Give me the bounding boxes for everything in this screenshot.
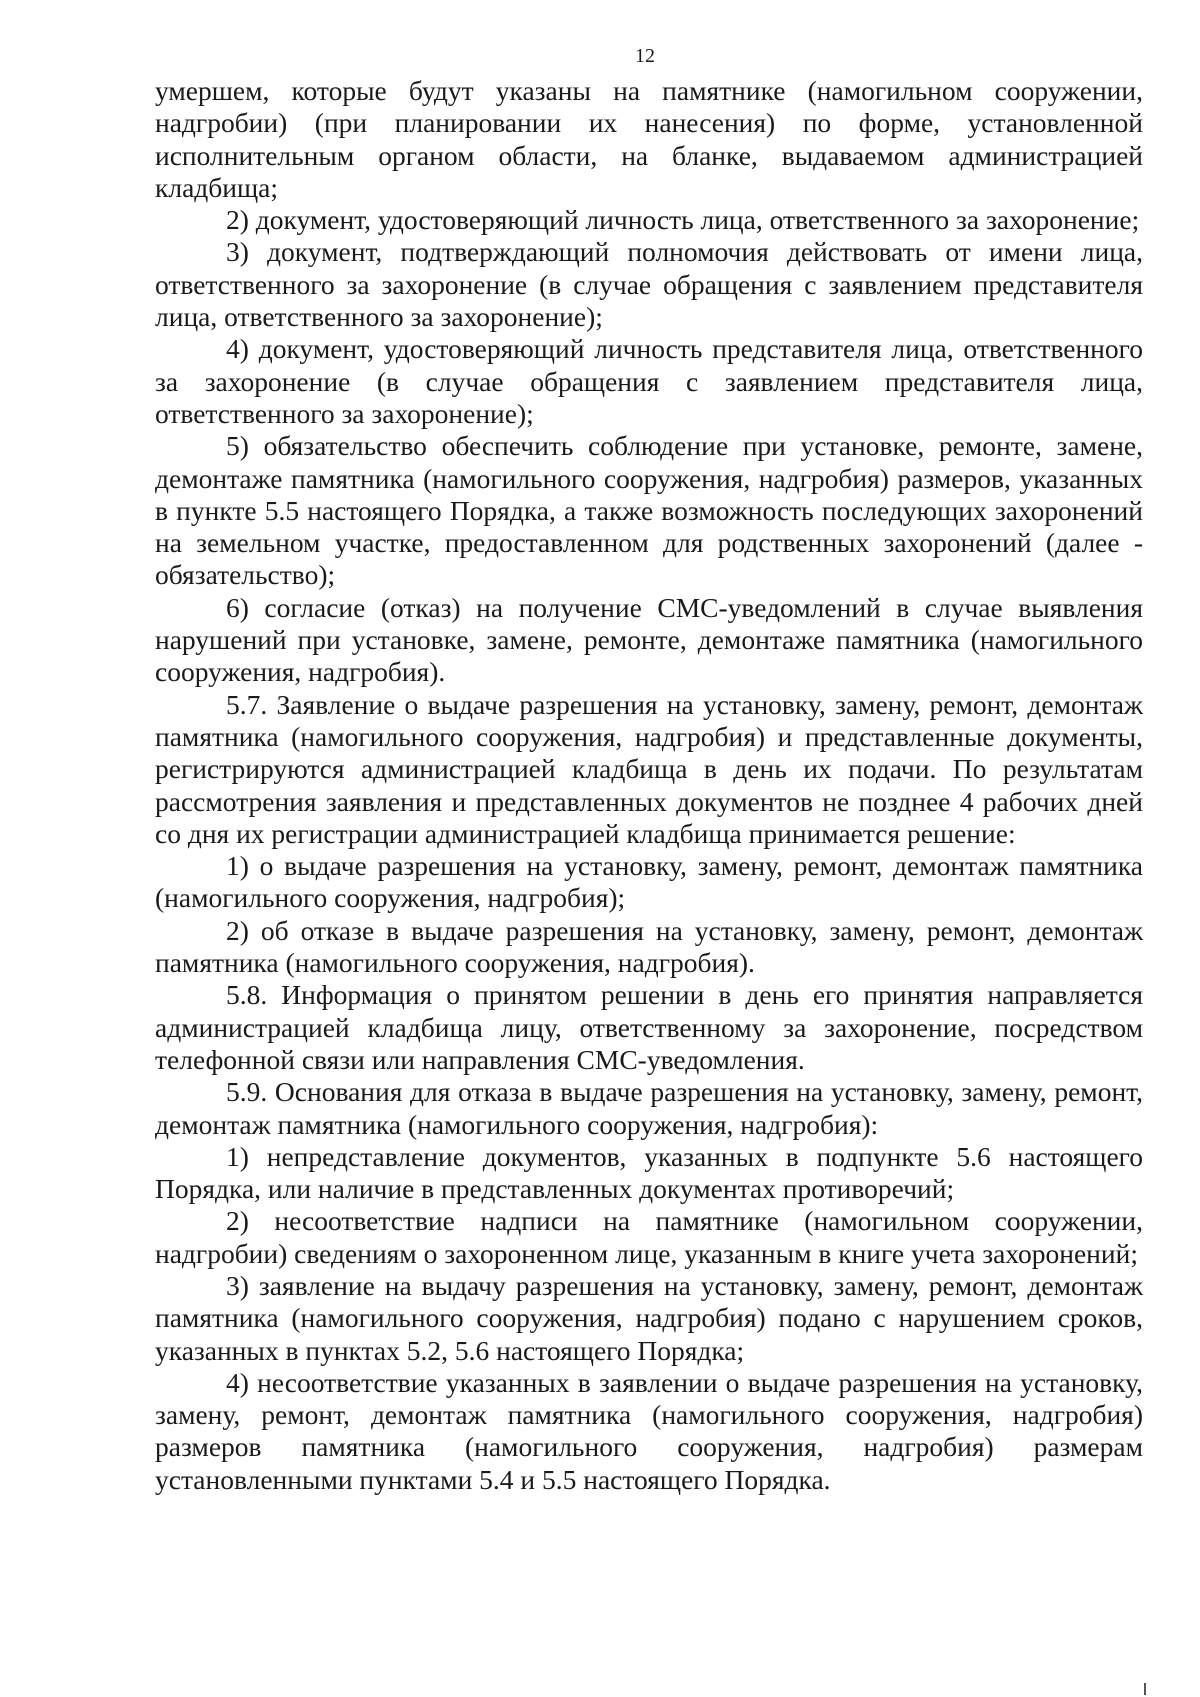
paragraph-section-5-9: 5.9. Основания для отказа в выдаче разрешения на установку, замену, ремонт, демонтаж памятника (намогильного сооружения, надгробия): bbox=[155, 1076, 1143, 1140]
paragraph-item-5: 5) обязательство обеспечить соблюдение при установке, ремонте, замене, демонтаже памятника (намогильного сооружения, надгробия) размеров, указанных в пункте 5.5 настоящего Порядка, а также возможность последующих захоронений на земельном участке, предоставленном для родственных захоронений (далее - обязательство); bbox=[155, 430, 1143, 591]
paragraph-item-2: 2) документ, удостоверяющий личность лица, ответственного за захоронение; bbox=[226, 204, 1140, 236]
page-number: 12 bbox=[635, 45, 655, 67]
paragraph-refusal-2: 2) несоответствие надписи на памятнике (намогильном сооружении, надгробии) сведениям о захороненном лице, указанным в книге учета захоронений; bbox=[155, 1205, 1143, 1269]
paragraph-item-4: 4) документ, удостоверяющий личность представителя лица, ответственного за захоронение (в случае обращения с заявлением представителя лица, ответственного за захоронение); bbox=[155, 333, 1143, 429]
paragraph-refusal-3: 3) заявление на выдачу разрешения на установку, замену, ремонт, демонтаж памятника (намогильного сооружения, надгробия) подано с нарушением сроков, указанных в пунктах 5.2, 5.6 настоящего Порядка; bbox=[155, 1269, 1143, 1366]
paragraph-section-5-7: 5.7. Заявление о выдаче разрешения на установку, замену, ремонт, демонтаж памятника (намогильного сооружения, надгробия) и представленные документы, регистрируются администрацией кладбища в день их подачи. По результатам рассмотрения заявления и представленных документов не позднее 4 рабочих дней со дня их регистрации администрацией кладбища принимается решение: bbox=[155, 688, 1143, 849]
document-body bbox=[155, 75, 1143, 1496]
scan-edge-mark bbox=[1144, 1683, 1146, 1695]
paragraph-item-3: 3) документ, подтверждающий полномочия действовать от имени лица, ответственного за захоронение (в случае обращения с заявлением представителя лица, ответственного за захоронение); bbox=[155, 236, 1143, 333]
paragraph-refusal-4: 4) несоответствие указанных в заявлении о выдаче разрешения на установку, замену, ремонт, демонтаж памятника (намогильного сооружения, надгробия) размеров памятника (намогильного сооружения, надгробия) размерам установленными пунктами 5.4 и 5.5 настоящего Порядка. bbox=[155, 1366, 1143, 1495]
paragraph-continuation: умершем, которые будут указаны на памятнике (намогильном сооружении, надгробии) (при планировании их нанесения) по форме, установленной исполнительным органом области, на бланке, выдаваемом администрацией кладбища; bbox=[155, 75, 1143, 203]
paragraph-item-6: 6) согласие (отказ) на получение СМС-уведомлений в случае выявления нарушений при установке, замене, ремонте, демонтаже памятника (намогильного сооружения, надгробия). bbox=[155, 591, 1143, 688]
paragraph-refusal-1: 1) непредставление документов, указанных в подпункте 5.6 настоящего Порядка, или наличие в представленных документах противоречий; bbox=[155, 1140, 1143, 1205]
paragraph-decision-1: 1) о выдаче разрешения на установку, замену, ремонт, демонтаж памятника (намогильного сооружения, надгробия); bbox=[155, 850, 1143, 914]
paragraph-decision-2: 2) об отказе в выдаче разрешения на установку, замену, ремонт, демонтаж памятника (намогильного сооружения, надгробия). bbox=[155, 914, 1143, 979]
paragraph-section-5-8: 5.8. Информация о принятом решении в день его принятия направляется администрацией кладбища лицу, ответственному за захоронение, посредством телефонной связи или направления СМС-уведомления. bbox=[155, 979, 1143, 1075]
